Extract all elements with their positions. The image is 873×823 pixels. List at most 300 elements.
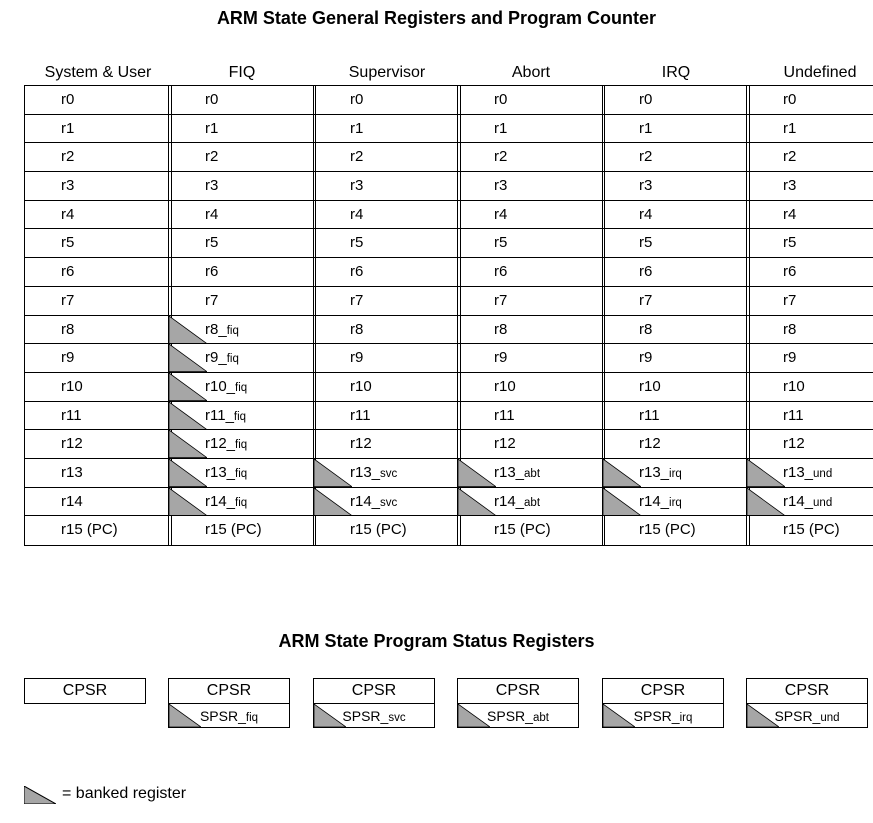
register-name [639, 488, 682, 517]
mode-label: Undefined [783, 64, 857, 81]
register-cell [458, 430, 604, 459]
register-base-name: r10_ [205, 377, 236, 395]
psr-base-name: SPSR_ [487, 708, 533, 724]
cpsr-cell [747, 679, 867, 703]
register-name [494, 172, 507, 201]
register-base-name: r14_ [350, 492, 381, 510]
banked-triangle-icon [314, 459, 352, 487]
register-base-name: r9 [639, 349, 653, 367]
psr-base-name: SPSR_ [342, 708, 389, 724]
legend [24, 783, 324, 807]
register-base-name: r11 [350, 406, 371, 424]
register-name [494, 86, 507, 115]
banked-triangle-icon [169, 344, 207, 372]
register-cell [458, 201, 604, 230]
register-base-name: r2 [494, 148, 508, 166]
register-mode-suffix: fiq [233, 410, 247, 423]
register-base-name: r0 [783, 91, 797, 108]
register-base-name: r1 [350, 119, 364, 137]
register-cell [458, 488, 604, 517]
register-name [61, 373, 83, 402]
psr-base-name: CPSR [640, 682, 686, 699]
register-base-name: r15 (PC) [783, 521, 840, 539]
register-base-name: r15 (PC) [494, 521, 551, 539]
register-base-name: r8 [494, 320, 508, 338]
register-base-name: r5 [350, 234, 364, 252]
mode-label: FIQ [228, 64, 256, 81]
register-base-name: r0 [205, 91, 219, 108]
register-name [783, 430, 805, 459]
register-name [494, 287, 507, 316]
register-name [205, 115, 218, 144]
register-cell [169, 516, 315, 545]
psr-name [641, 682, 685, 699]
register-base-name: r15 (PC) [350, 521, 407, 539]
register-cell [603, 459, 749, 488]
register-name [350, 459, 397, 488]
register-name [783, 344, 796, 373]
register-name [350, 258, 363, 287]
register-name [205, 258, 218, 287]
register-base-name: r8 [61, 320, 75, 338]
register-cell [169, 172, 315, 201]
register-cell [458, 258, 604, 287]
register-mode-suffix: fiq [226, 324, 239, 337]
register-stack [457, 85, 605, 546]
register-base-name: r4 [350, 205, 364, 223]
register-base-name: r14_ [494, 492, 525, 510]
register-base-name: r1 [61, 119, 75, 137]
psr-base-name: SPSR_ [774, 708, 821, 724]
register-mode-suffix: irq [669, 467, 682, 480]
register-cell [25, 287, 171, 316]
register-base-name: r11_ [205, 406, 234, 424]
psr-stack [457, 678, 579, 728]
mode-column-undefined [746, 63, 873, 546]
general-registers-title: ARM State General Registers and Program Counter [216, 8, 657, 28]
psr-name [487, 708, 549, 724]
register-name [61, 86, 74, 115]
register-cell [169, 430, 315, 459]
register-name [61, 488, 83, 517]
register-base-name: r14_ [205, 492, 236, 510]
register-name [494, 143, 507, 172]
register-name [205, 344, 239, 373]
register-cell [25, 316, 171, 345]
register-base-name: r2 [350, 148, 364, 166]
register-base-name: r3 [494, 177, 508, 195]
register-cell [603, 516, 749, 545]
register-cell [169, 201, 315, 230]
register-base-name: r0 [494, 91, 508, 108]
register-name [639, 172, 652, 201]
register-base-name: r8 [350, 320, 364, 338]
register-name [205, 201, 218, 230]
register-cell [25, 430, 171, 459]
register-base-name: r10 [61, 377, 83, 395]
register-name [61, 229, 74, 258]
psr-name [200, 708, 258, 724]
register-name [205, 373, 247, 402]
banked-triangle-icon [458, 488, 496, 516]
register-cell [603, 229, 749, 258]
register-base-name: r5 [61, 234, 75, 252]
register-base-name: r11 [783, 406, 804, 424]
register-name [494, 402, 515, 431]
register-base-name: r2 [61, 148, 75, 166]
register-cell [458, 316, 604, 345]
register-cell [458, 516, 604, 545]
register-name [205, 459, 247, 488]
register-cell [603, 488, 749, 517]
psr-name [496, 682, 540, 699]
register-cell [314, 201, 460, 230]
register-name [783, 258, 796, 287]
register-cell [747, 172, 873, 201]
register-name [350, 229, 363, 258]
register-name [494, 316, 507, 345]
banked-triangle-icon [314, 488, 352, 516]
register-cell [603, 344, 749, 373]
register-base-name: r6 [494, 263, 508, 281]
register-cell [458, 373, 604, 402]
register-name [350, 373, 372, 402]
register-cell [747, 344, 873, 373]
register-cell [747, 115, 873, 144]
banked-triangle-icon [169, 488, 207, 516]
register-base-name: r13 [61, 463, 83, 481]
register-base-name: r6 [783, 263, 797, 281]
psr-column [746, 678, 868, 728]
psr-column [457, 678, 579, 728]
register-name [494, 373, 516, 402]
register-base-name: r6 [61, 263, 75, 281]
register-base-name: r9 [350, 349, 364, 367]
register-name [350, 143, 363, 172]
psr-mode-suffix: und [820, 712, 840, 724]
register-cell [25, 516, 171, 545]
register-cell [25, 258, 171, 287]
register-name [639, 344, 652, 373]
legend-label: = banked register [62, 785, 187, 802]
register-name [783, 86, 796, 115]
register-cell [747, 143, 873, 172]
register-name [205, 287, 218, 316]
psr-column [168, 678, 290, 728]
banked-triangle-icon [24, 786, 56, 804]
register-base-name: r13_ [783, 463, 814, 481]
register-base-name: r13_ [350, 463, 381, 481]
register-cell [603, 373, 749, 402]
register-name [494, 488, 540, 517]
psr-base-name: CPSR [62, 682, 108, 699]
register-cell [314, 143, 460, 172]
register-name [494, 115, 507, 144]
register-base-name: r3 [61, 177, 75, 195]
psr-name [342, 708, 405, 724]
register-cell [169, 115, 315, 144]
register-base-name: r0 [61, 91, 75, 108]
psr-name [207, 682, 251, 699]
psr-mode-suffix: svc [388, 712, 406, 724]
register-cell [747, 516, 873, 545]
register-name [61, 430, 83, 459]
register-base-name: r5 [205, 234, 219, 252]
register-cell [25, 459, 171, 488]
register-base-name: r1 [639, 119, 653, 137]
cpsr-cell [25, 679, 145, 703]
mode-label: Abort [511, 64, 551, 81]
mode-column-irq [602, 63, 750, 546]
register-name [205, 488, 247, 517]
register-name [61, 143, 74, 172]
register-base-name: r10 [783, 377, 805, 395]
register-cell [458, 287, 604, 316]
register-name [639, 516, 696, 545]
psr-name [352, 682, 396, 699]
mode-column-abort [457, 63, 605, 546]
register-name [639, 229, 652, 258]
register-base-name: r10 [494, 377, 516, 395]
cpsr-cell [458, 679, 578, 703]
register-base-name: r2 [783, 148, 797, 166]
register-cell [314, 287, 460, 316]
register-cell [25, 115, 171, 144]
register-base-name: r8 [639, 320, 653, 338]
register-name [783, 373, 805, 402]
register-cell [747, 402, 873, 431]
spsr-cell [603, 703, 723, 727]
mode-column-system-user [24, 63, 172, 546]
register-cell [25, 86, 171, 115]
register-name [639, 373, 661, 402]
register-cell [458, 86, 604, 115]
register-cell [25, 172, 171, 201]
register-base-name: r10 [350, 377, 372, 395]
register-mode-suffix: svc [380, 467, 398, 480]
register-stack [24, 85, 172, 546]
register-cell [169, 86, 315, 115]
register-base-name: r5 [783, 234, 797, 252]
register-cell [25, 344, 171, 373]
psr-base-name: SPSR_ [199, 708, 246, 724]
banked-triangle-icon [169, 430, 207, 458]
psr-base-name: CPSR [206, 682, 252, 699]
cpsr-cell [603, 679, 723, 703]
mode-label: IRQ [661, 64, 691, 81]
psr-mode-suffix: irq [679, 712, 693, 724]
register-name [639, 143, 652, 172]
register-cell [747, 316, 873, 345]
register-cell [314, 258, 460, 287]
register-name [783, 229, 796, 258]
register-base-name: r2 [205, 148, 219, 166]
register-mode-suffix: fiq [235, 496, 248, 509]
register-cell [169, 459, 315, 488]
register-cell [314, 229, 460, 258]
register-cell [169, 143, 315, 172]
register-name [350, 201, 363, 230]
cpsr-cell [314, 679, 434, 703]
register-base-name: r7 [783, 291, 797, 309]
banked-triangle-icon [458, 704, 490, 727]
register-cell [603, 143, 749, 172]
register-base-name: r9 [783, 349, 797, 367]
spsr-cell [458, 703, 578, 727]
register-base-name: r12 [61, 435, 83, 453]
psr-name [63, 682, 107, 699]
banked-triangle-icon [603, 704, 635, 727]
psr-base-name: CPSR [784, 682, 830, 699]
register-cell [314, 488, 460, 517]
register-cell [169, 287, 315, 316]
register-base-name: r9_ [205, 349, 227, 367]
register-name [783, 316, 796, 345]
banked-triangle-icon [747, 459, 785, 487]
register-base-name: r8_ [205, 320, 227, 338]
register-name [61, 316, 74, 345]
register-cell [314, 373, 460, 402]
cpsr-cell [169, 679, 289, 703]
register-base-name: r12 [783, 435, 805, 453]
register-base-name: r3 [639, 177, 653, 195]
register-cell [747, 287, 873, 316]
mode-column-fiq [168, 63, 316, 546]
banked-triangle-icon [169, 459, 207, 487]
register-cell [314, 316, 460, 345]
register-name [205, 86, 218, 115]
register-name [350, 316, 363, 345]
psr-mode-suffix: fiq [245, 712, 259, 724]
register-cell [603, 258, 749, 287]
register-name [350, 115, 363, 144]
register-cell [25, 373, 171, 402]
register-name [350, 172, 363, 201]
register-name [494, 201, 507, 230]
register-base-name: r9 [61, 349, 75, 367]
register-name [783, 459, 832, 488]
register-cell [25, 402, 171, 431]
register-cell [314, 430, 460, 459]
register-name [205, 402, 246, 431]
psr-base-name: CPSR [351, 682, 397, 699]
register-base-name: r1 [205, 119, 219, 137]
register-mode-suffix: fiq [235, 381, 248, 394]
register-name [639, 316, 652, 345]
register-cell [169, 229, 315, 258]
register-cell [603, 316, 749, 345]
register-mode-suffix: fiq [235, 467, 248, 480]
register-cell [747, 459, 873, 488]
register-name [783, 516, 840, 545]
register-mode-suffix: und [813, 496, 833, 509]
psr-stack [602, 678, 724, 728]
register-name [350, 430, 372, 459]
register-cell [314, 344, 460, 373]
register-name [783, 488, 832, 517]
register-stack [602, 85, 750, 546]
register-cell [169, 258, 315, 287]
register-cell [603, 430, 749, 459]
banked-triangle-icon [169, 373, 207, 401]
register-base-name: r12_ [205, 435, 236, 453]
register-base-name: r4 [205, 205, 219, 223]
register-mode-suffix: fiq [226, 353, 239, 366]
register-name [205, 229, 218, 258]
register-cell [25, 201, 171, 230]
register-name [639, 86, 652, 115]
psr-column [24, 678, 146, 704]
register-cell [314, 86, 460, 115]
status-registers-title: ARM State Program Status Registers [278, 631, 595, 651]
psr-name [785, 682, 829, 699]
psr-column [602, 678, 724, 728]
register-name [61, 459, 83, 488]
register-name [494, 344, 507, 373]
register-name [350, 516, 407, 545]
register-name [61, 115, 74, 144]
register-mode-suffix: abt [524, 496, 541, 509]
register-base-name: r15 (PC) [61, 521, 118, 539]
register-base-name: r5 [494, 234, 508, 252]
banked-triangle-icon [169, 402, 207, 430]
register-base-name: r0 [350, 91, 364, 108]
register-base-name: r12 [350, 435, 372, 453]
register-base-name: r14_ [783, 492, 814, 510]
register-name [639, 201, 652, 230]
register-base-name: r14_ [639, 492, 670, 510]
psr-base-name: SPSR_ [633, 708, 680, 724]
register-base-name: r6 [639, 263, 653, 281]
register-cell [603, 287, 749, 316]
register-name [205, 316, 239, 345]
psr-stack [168, 678, 290, 728]
register-base-name: r4 [783, 205, 797, 223]
register-name [494, 459, 540, 488]
register-cell [25, 488, 171, 517]
register-base-name: r13_ [639, 463, 670, 481]
register-name [61, 258, 74, 287]
register-cell [603, 115, 749, 144]
register-stack [313, 85, 461, 546]
register-cell [458, 172, 604, 201]
register-name [639, 115, 652, 144]
register-base-name: r7 [61, 291, 75, 309]
register-name [783, 287, 796, 316]
register-cell [169, 488, 315, 517]
spsr-cell [314, 703, 434, 727]
register-base-name: r10 [639, 377, 661, 395]
banked-triangle-icon [603, 488, 641, 516]
register-base-name: r13_ [205, 463, 236, 481]
register-cell [314, 172, 460, 201]
register-base-name: r1 [494, 119, 508, 137]
banked-triangle-icon [458, 459, 496, 487]
register-cell [747, 229, 873, 258]
register-base-name: r2 [639, 148, 653, 166]
psr-stack [24, 678, 146, 704]
register-base-name: r7 [494, 291, 508, 309]
register-base-name: r8 [783, 320, 797, 338]
register-cell [747, 86, 873, 115]
psr-name [634, 708, 693, 724]
register-cell [603, 402, 749, 431]
register-mode-suffix: abt [524, 467, 541, 480]
register-cell [314, 459, 460, 488]
register-cell [458, 229, 604, 258]
register-base-name: r15 (PC) [639, 521, 696, 539]
register-name [639, 459, 682, 488]
